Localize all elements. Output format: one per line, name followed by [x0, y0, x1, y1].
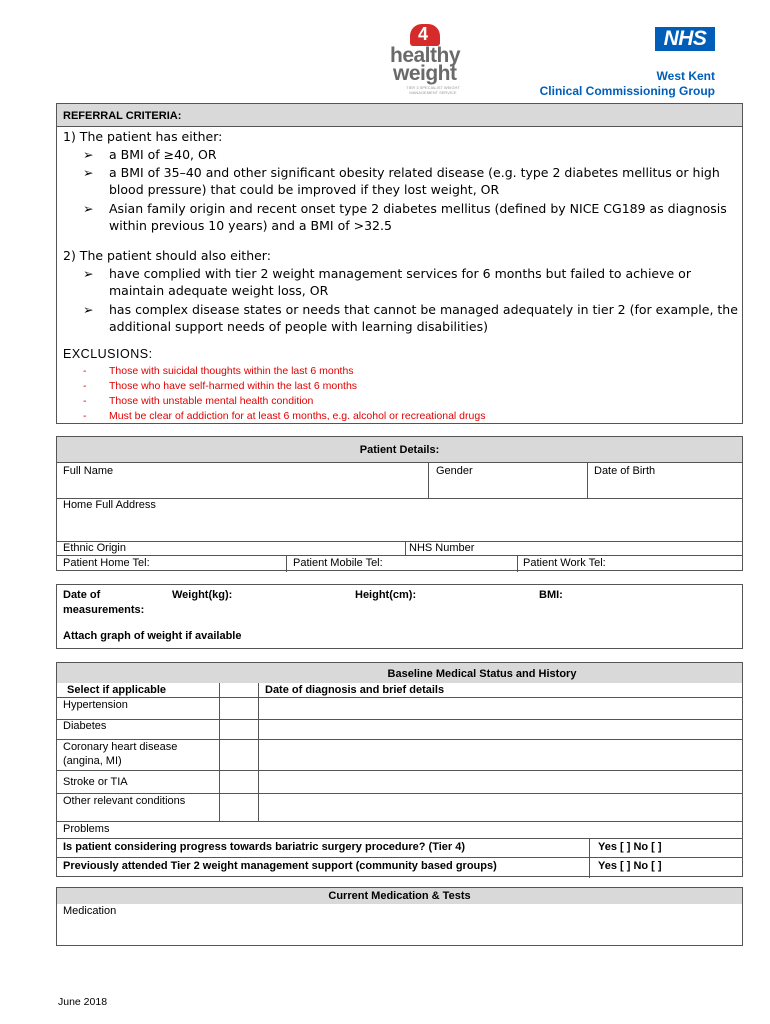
exclusion-text: Those who have self-harmed within the last 6 months [109, 380, 358, 392]
criteria-item-cont: additional support needs of people with learning disabilities) [109, 319, 488, 334]
medication-heading: Current Medication & Tests [328, 890, 471, 902]
baseline-medical-box [56, 662, 743, 877]
tier2-yes-no[interactable]: Yes [ ] No [ ] [598, 860, 662, 872]
divider [517, 555, 518, 572]
ccg-name-line1: West Kent [656, 69, 715, 83]
exclusions-heading: EXCLUSIONS: [63, 347, 153, 361]
criteria-item: a BMI of ≥40, OR [109, 147, 217, 162]
criteria-part-2: 2) The patient should also either: [63, 248, 271, 263]
criteria-part-1: 1) The patient has either: [63, 129, 223, 144]
divider [57, 555, 742, 556]
divider [219, 683, 220, 821]
gender-field[interactable]: Gender [436, 465, 473, 477]
work-tel-field[interactable]: Patient Work Tel: [523, 557, 606, 569]
divider [57, 739, 742, 740]
criteria-item: a BMI of 35–40 and other significant obesity related disease (e.g. type 2 diabetes mellitus or high [109, 165, 720, 180]
divider [587, 463, 588, 498]
criteria-item-cont: maintain adequate weight loss, OR [109, 283, 329, 298]
divider [57, 770, 742, 771]
stroke-row: Stroke or TIA [63, 776, 128, 788]
criteria-item-cont: within previous 10 years) and a BMI of >32.5 [109, 218, 392, 233]
address-field[interactable]: Home Full Address [63, 499, 156, 511]
hypertension-row: Hypertension [63, 699, 128, 711]
logo-tagline: TIER 3 SPECIALIST WEIGHT MANAGEMENT SERVICE [406, 85, 460, 95]
exclusion-text: Those with suicidal thoughts within the last 6 months [109, 365, 354, 377]
dash: - [83, 395, 87, 407]
measurements-box [56, 584, 743, 649]
divider [57, 498, 742, 499]
diabetes-row: Diabetes [63, 720, 107, 732]
divider [589, 838, 590, 878]
divider [258, 683, 259, 821]
chd-row-cont: (angina, MI) [63, 755, 122, 767]
criteria-item: have complied with tier 2 weight management services for 6 months but failed to achieve or [109, 266, 691, 281]
logo-text-healthy: healthy [390, 44, 461, 67]
patient-details-heading: Patient Details: [359, 444, 440, 456]
divider [57, 857, 742, 858]
date-of-measurements-label: Date of [63, 589, 101, 601]
ethnic-origin-field[interactable]: Ethnic Origin [63, 542, 126, 554]
tier2-question: Previously attended Tier 2 weight management support (community based groups) [63, 860, 497, 872]
nhs-logo: NHS [655, 27, 715, 51]
select-if-applicable-header: Select if applicable [67, 684, 167, 696]
bariatric-question: Is patient considering progress towards bariatric surgery procedure? (Tier 4) [63, 841, 466, 853]
bullet-icon: ➢ [83, 201, 94, 216]
referral-criteria-heading: REFERRAL CRITERIA: [57, 104, 742, 127]
divider [57, 821, 742, 822]
full-name-field[interactable]: Full Name [63, 465, 114, 477]
medication-field[interactable]: Medication [63, 905, 117, 917]
patient-details-box [56, 436, 743, 571]
divider [57, 541, 742, 542]
other-conditions-row: Other relevant conditions [63, 795, 186, 807]
attach-graph-note: Attach graph of weight if available [63, 630, 242, 642]
date-of-measurements-label-2: measurements: [63, 604, 145, 616]
problems-label: Problems [63, 823, 110, 835]
healthy-weight-logo [386, 22, 476, 94]
divider [428, 463, 429, 498]
exclusion-text: Must be clear of addiction for at least 6 months, e.g. alcohol or recreational drugs [109, 410, 486, 422]
bariatric-yes-no[interactable]: Yes [ ] No [ ] [598, 841, 662, 853]
dash: - [83, 410, 87, 422]
home-tel-field[interactable]: Patient Home Tel: [63, 557, 150, 569]
divider [57, 697, 742, 698]
dob-field[interactable]: Date of Birth [594, 465, 656, 477]
divider [57, 838, 742, 839]
criteria-item-cont: blood pressure) that could be improved if they lost weight, OR [109, 182, 500, 197]
chd-row: Coronary heart disease [63, 741, 178, 753]
bullet-icon: ➢ [83, 147, 94, 162]
divider [405, 541, 406, 555]
logo-text-weight: weight [393, 62, 457, 85]
referral-criteria-box [56, 103, 743, 424]
height-field[interactable]: Height(cm): [355, 589, 417, 601]
footer-date: June 2018 [58, 996, 108, 1008]
divider [57, 793, 742, 794]
divider [57, 719, 742, 720]
bullet-icon: ➢ [83, 266, 94, 281]
baseline-heading: Baseline Medical Status and History [387, 668, 577, 680]
dash: - [83, 365, 87, 377]
dash: - [83, 380, 87, 392]
date-of-diagnosis-header: Date of diagnosis and brief details [265, 684, 445, 696]
medication-box [56, 887, 743, 946]
mobile-tel-field[interactable]: Patient Mobile Tel: [293, 557, 383, 569]
nhs-number-field[interactable]: NHS Number [409, 542, 475, 554]
bullet-icon: ➢ [83, 165, 94, 180]
criteria-item: has complex disease states or needs that cannot be managed adequately in tier 2 (for example, the [109, 302, 738, 317]
criteria-item: Asian family origin and recent onset type 2 diabetes mellitus (defined by NICE CG189 as diagnosis [109, 201, 727, 216]
divider [286, 555, 287, 572]
exclusion-text: Those with unstable mental health condition [109, 395, 314, 407]
bmi-field[interactable]: BMI: [539, 589, 563, 601]
weight-field[interactable]: Weight(kg): [172, 589, 233, 601]
ccg-name-line2: Clinical Commissioning Group [539, 84, 715, 98]
logo-number: 4 [418, 24, 429, 44]
bullet-icon: ➢ [83, 302, 94, 317]
